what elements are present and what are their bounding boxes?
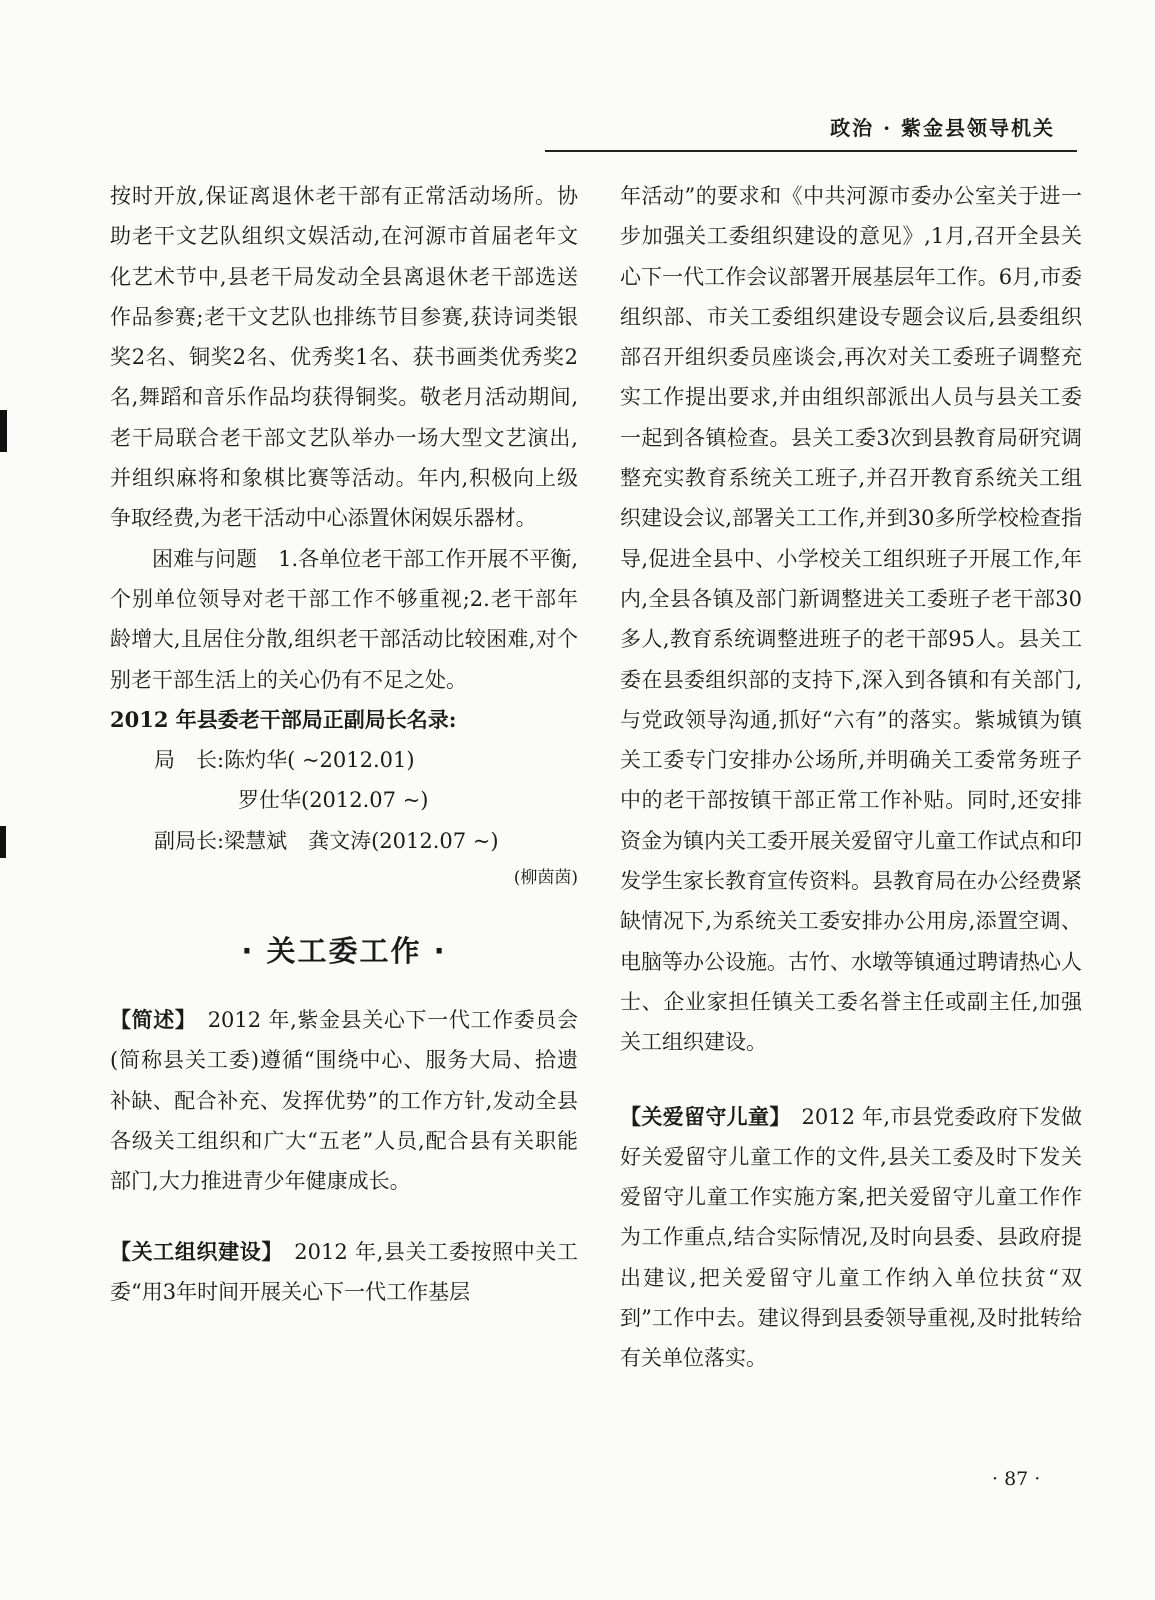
author-signature: (柳茵茵) <box>513 868 578 889</box>
roster-deputy: 副局长:梁慧斌 龚文涛(2012.07 ~) <box>154 828 499 853</box>
org-building-paragraph <box>110 1232 578 1313</box>
problems-label: 困难与问题 <box>152 546 258 571</box>
scan-mark-bottom <box>0 826 6 858</box>
problems-text: 1.各单位老干部工作开展不平衡,个别单位领导对老干部工作不够重视;2.老干部年龄增大,且居住分散,组织老干部活动比较困难,对个别老干部生活上的关心仍有不足之处。 <box>110 546 579 692</box>
spacer <box>620 1063 1082 1097</box>
scan-mark-top <box>0 410 7 452</box>
section-title: · 关工委工作 · <box>241 934 447 969</box>
roster-director-2: 罗仕华(2012.07 ~) <box>238 788 429 813</box>
retiree-activities-paragraph: 按时开放,保证离退休老干部有正常活动场所。协助老干文艺队组织文娱活动,在河源市首届老年文化艺术节中,县老干局发动全县离退休老干部选送作品参赛;老干文艺队也排练节目参赛,获诗词类银奖2名、铜奖2名、优秀奖1名、获书画类优秀奖2名,舞蹈和音乐作品均获得铜奖。敬老月活动期间,老干局联合老干部文艺队举办一场大型文艺演出,并组织麻将和象棋比赛等活动。年内,积极向上级争取经费,为老干活动中心添置休闲娱乐器材。 <box>110 184 578 531</box>
right-column <box>620 176 1082 1379</box>
spacer <box>110 1202 578 1232</box>
problems-paragraph <box>110 539 578 700</box>
summary-paragraph <box>110 1000 578 1201</box>
summary-text: 2012 年,紫金县关心下一代工作委员会(简称县关工委)遵循“围绕中心、服务大局、拾遗补缺、配合补充、发挥优势”的工作方针,发动全县各级关工组织和广大“五老”人员,配合县有关职能部门,大力推进青少年健康成长。 <box>110 1008 579 1194</box>
roster-title: 2012 年县委老干部局正副局长名录: <box>110 706 457 732</box>
header-rule <box>545 150 1077 152</box>
running-header: 政治 · 紫金县领导机关 <box>830 116 1055 140</box>
org-building-continued: 年活动”的要求和《中共河源市委办公室关于进一步加强关工委组织建设的意见》,1月,召开全县关心下一代工作会议部署开展基层年工作。6月,市委组织部、市关工委组织建设专题会议后,县委组织部召开组织委员座谈会,再次对关工委班子调整充实工作提出要求,并由组织部派出人员与县关工委一起到各镇检查。县关工委3次到县教育局研究调整充实教育系统关工班子,并召开教育系统关工组织建设会议,部署关工工作,并到30多所学校检查指导,促进全县中、小学校关工组织班子开展工作,年内,全县各镇及部门新调整进关工委班子老干部30多人,教育系统调整进班子的老干部95人。县关工委在县委组织部的支持下,深入到各镇和有关部门,与党政领导沟通,抓好“六有”的落实。紫城镇为镇关工委专门安排办公场所,并明确关工委常务班子中的老干部按镇干部正常工作补贴。同时,还安排资金为镇内关工委开展关爱留守儿童工作试点和印发学生家长教育宣传资料。县教育局在办公经费紧缺情况下,为系统关工委安排办公用房,添置空调、电脑等办公设施。古竹、水墩等镇通过聘请热心人士、企业家担任镇关工委名誉主任或副主任,加强关工组织建设。 <box>620 184 1082 1055</box>
left-behind-children-paragraph <box>620 1097 1082 1379</box>
left-behind-children-text: 2012 年,市县党委政府下发做好关爱留守儿童工作的文件,县关工委及时下发关爱留守儿童工作实施方案,把关爱留守儿童工作作为工作重点,结合实际情况,及时向县委、县政府提出建议,把关爱留守儿童工作纳入单位扶贫“双到”工作中去。建议得到县委领导重视,及时批转给有关单位落实。 <box>620 1104 1083 1371</box>
org-building-text: 2012 年,县关工委按照中关工委“用3年时间开展关心下一代工作基层 <box>110 1239 579 1304</box>
left-column <box>110 176 578 1312</box>
page-number: · 87 · <box>992 1468 1041 1490</box>
left-behind-children-label: 【关爱留守儿童】 <box>620 1104 781 1129</box>
summary-label: 【简述】 <box>110 1008 187 1033</box>
org-building-label: 【关工组织建设】 <box>110 1239 273 1264</box>
roster-director: 局 长:陈灼华( ~2012.01) <box>154 748 415 773</box>
